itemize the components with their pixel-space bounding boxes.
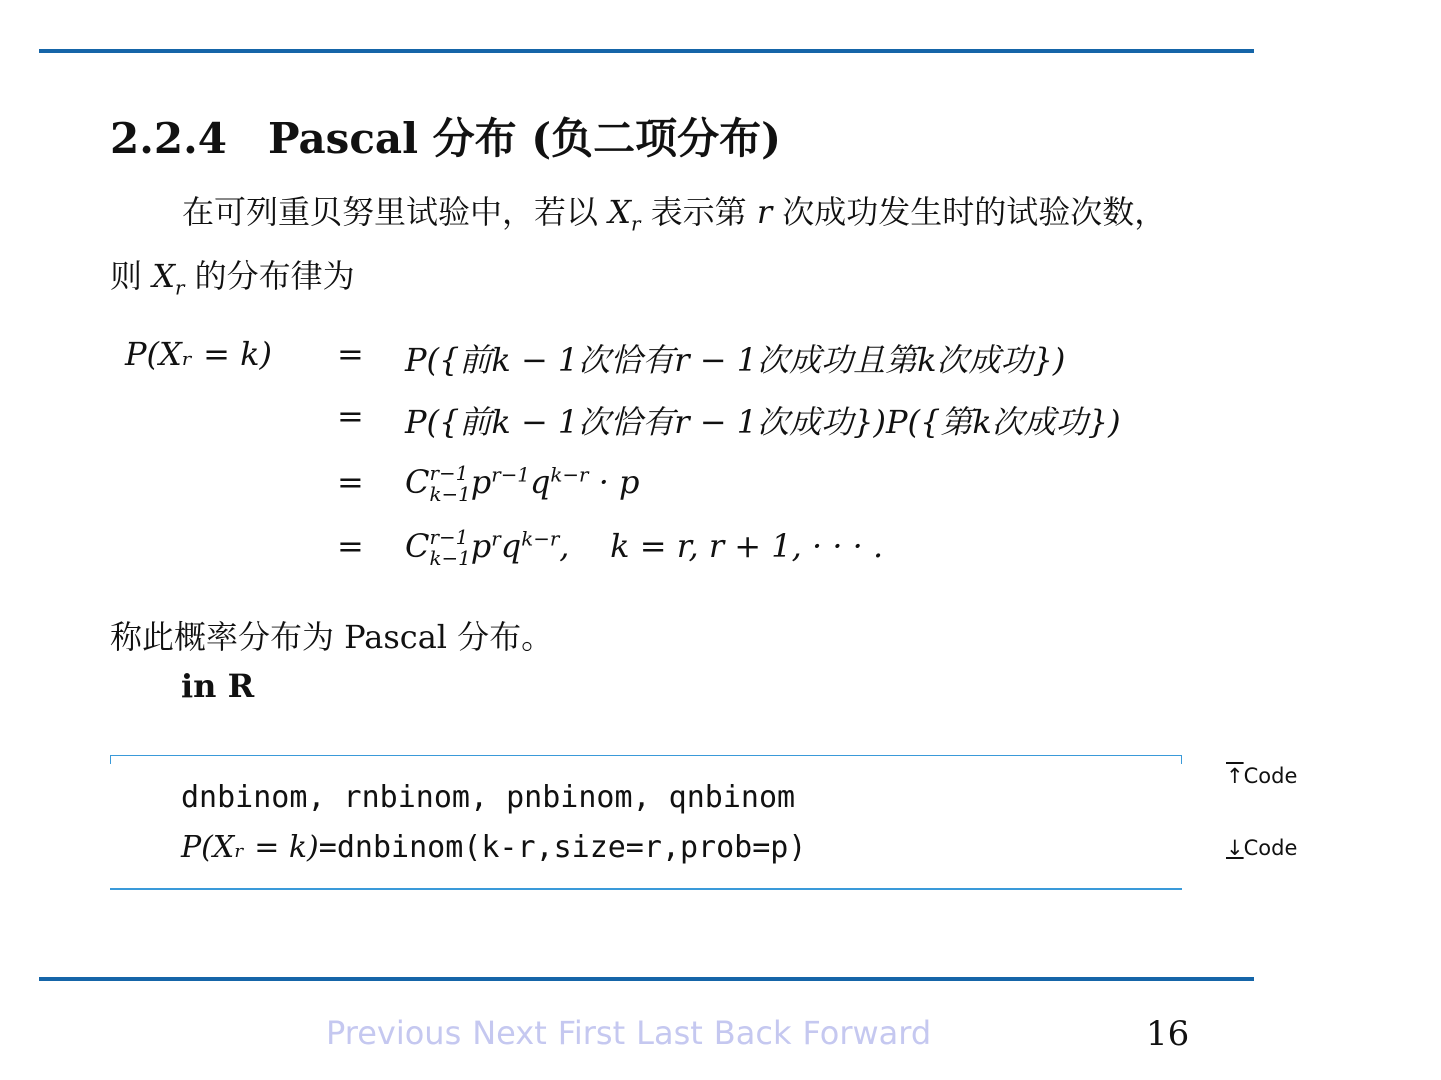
- code-usage-call: =dnbinom(k-r,size=r,prob=p): [318, 830, 807, 865]
- equation-tail-4: , k = r, r + 1, · · · .: [559, 527, 884, 565]
- code-down-button[interactable]: [1226, 836, 1297, 860]
- navigation-bar: [326, 1014, 942, 1052]
- equation-rhs-4: [405, 527, 883, 569]
- nav-first-link[interactable]: First: [557, 1014, 626, 1052]
- var-q: q: [529, 463, 551, 501]
- var-p-exp: r−1: [491, 463, 530, 487]
- arrow-up-icon: ↑: [1226, 764, 1244, 788]
- equation-equals-4: =: [337, 527, 364, 565]
- var-q-exp: k−r: [550, 463, 589, 487]
- code-down-label: Code: [1243, 836, 1298, 860]
- intro-paragraph: [110, 186, 1190, 315]
- code-usage-line: [181, 830, 806, 865]
- arrow-down-icon: ↓: [1226, 836, 1244, 860]
- intro-text-3: 次成功发生时的试验次数，则: [110, 193, 1167, 296]
- var-p: p: [470, 463, 492, 501]
- intro-var-x: X: [608, 193, 631, 231]
- equation-rhs-2: P({前k − 1次恰有r − 1次成功})P({第k次成功}): [405, 403, 1121, 441]
- binom-c-sup: r−1: [429, 525, 469, 549]
- intro-text-2: 表示第: [640, 193, 757, 231]
- var-q: q: [500, 527, 522, 565]
- binom-c: C: [405, 527, 430, 565]
- code-usage-math: P(Xᵣ = k): [181, 830, 319, 865]
- equation-lhs: P(Xᵣ = k): [125, 335, 272, 373]
- code-up-button[interactable]: [1226, 764, 1297, 788]
- code-box: [110, 755, 1182, 890]
- top-rule: [39, 49, 1254, 53]
- page-number: 16: [1146, 1014, 1190, 1054]
- code-function-list: dnbinom, rnbinom, pnbinom, qnbinom: [181, 780, 796, 815]
- nav-back-link[interactable]: Back: [713, 1014, 792, 1052]
- intro-var-r: r: [756, 193, 773, 231]
- binom-c: C: [405, 463, 430, 501]
- intro-var-x-2-sub: r: [174, 276, 185, 300]
- equation-equals-2: =: [337, 397, 364, 435]
- nav-last-link[interactable]: Last: [636, 1014, 703, 1052]
- code-up-label: Code: [1243, 764, 1298, 788]
- section-title-text: Pascal 分布 (负二项分布): [268, 114, 782, 163]
- binom-c-sub: k−1: [429, 482, 471, 506]
- section-title: [110, 106, 781, 166]
- equation-equals-1: =: [337, 335, 364, 373]
- r-heading: in R: [181, 667, 255, 705]
- equation-rhs-3: [405, 463, 640, 505]
- var-p-exp: r: [491, 527, 501, 551]
- bottom-rule: [39, 977, 1254, 981]
- nav-next-link[interactable]: Next: [472, 1014, 547, 1052]
- intro-text-4: 的分布律为: [184, 257, 355, 296]
- conclusion-paragraph: 称此概率分布为 Pascal 分布。: [110, 618, 554, 656]
- nav-forward-link[interactable]: Forward: [802, 1014, 932, 1052]
- intro-var-x-2: X: [152, 257, 175, 296]
- section-number: 2.2.4: [110, 114, 227, 163]
- equation-tail-3: · p: [588, 463, 640, 501]
- var-q-exp: k−r: [521, 527, 560, 551]
- equation-equals-3: =: [337, 463, 364, 501]
- binom-c-sub: k−1: [429, 546, 471, 570]
- intro-var-x-sub: r: [630, 212, 641, 236]
- equation-rhs-1: P({前k − 1次恰有r − 1次成功且第k次成功}): [405, 341, 1066, 379]
- intro-text-1: 在可列重贝努里试验中，若以: [182, 193, 609, 231]
- nav-previous-link[interactable]: Previous: [326, 1014, 462, 1052]
- binom-c-sup: r−1: [429, 461, 469, 485]
- var-p: p: [470, 527, 492, 565]
